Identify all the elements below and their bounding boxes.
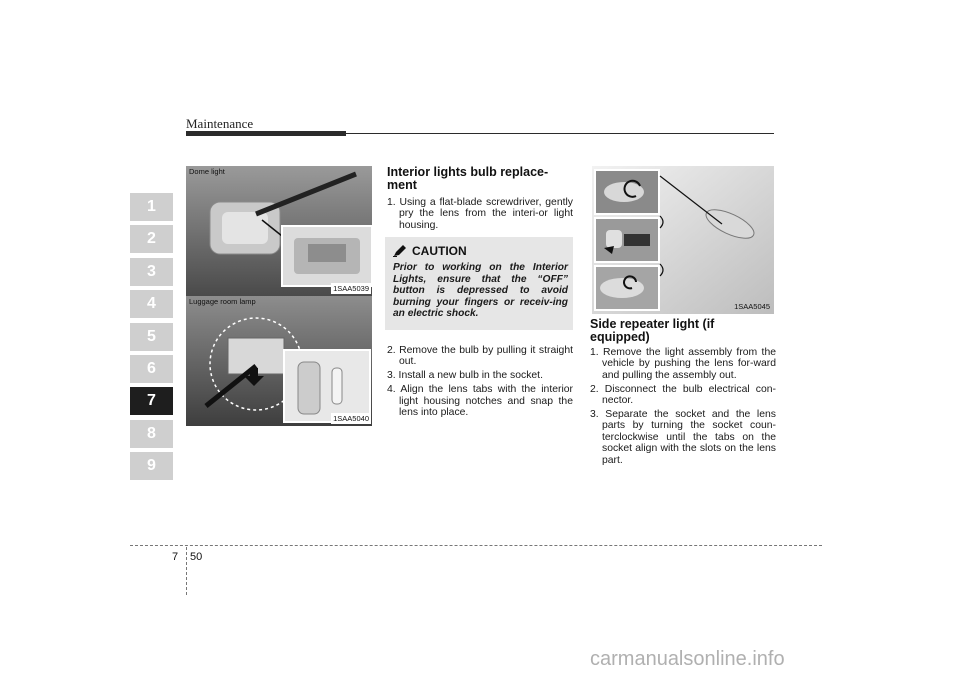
pencil-icon (393, 245, 407, 257)
side-repeater-illustration (592, 166, 774, 314)
interior-step-3: 3. Install a new bulb in the socket. (387, 370, 543, 382)
dome-light-illustration (186, 166, 372, 296)
interior-steps-list-a (387, 197, 573, 234)
watermark: carmanualsonline.info (590, 648, 785, 670)
chapter-tab-6[interactable]: 6 (130, 355, 173, 383)
luggage-lamp-illustration (186, 296, 372, 426)
interior-step-2: 2. Remove the bulb by pulling it straight out. (387, 345, 573, 368)
footer-divider (186, 547, 187, 595)
chapter-tab-2[interactable]: 2 (130, 225, 173, 253)
repeater-step-3: 3. Separate the socket and the lens parts by turning the socket coun-terclockwise until the tabs on the socket align with the slots on the lens part. (590, 409, 776, 466)
repeater-steps-list (590, 347, 776, 469)
chapter-tab-1[interactable]: 1 (130, 193, 173, 221)
repeater-step-1: 1. Remove the light assembly from the vehicle by pushing the lens for-ward and pulling the assembly out. (590, 347, 776, 381)
chapter-tab-3[interactable]: 3 (130, 258, 173, 286)
footer-chapter-number: 7 (172, 551, 179, 563)
footer-page-number: 50 (190, 551, 203, 563)
header-rule-thick (186, 131, 346, 136)
chapter-tab-5[interactable]: 5 (130, 323, 173, 351)
page-header-title: Maintenance (186, 116, 254, 131)
chapter-tab-7[interactable]: 7 (130, 387, 173, 415)
side-repeater-photo (592, 166, 774, 314)
header-rule-thin (346, 133, 774, 134)
caution-text: Prior to working on the Interior Lights, ensure that the “OFF” button is depressed to avoid burning your fingers or receiv-ing an electric shock. (393, 262, 568, 320)
repeater-step-2: 2. Disconnect the bulb electrical con-nector. (590, 383, 776, 407)
side-repeater-heading: Side repeater light (if equipped) (590, 317, 715, 344)
interior-lights-heading: Interior lights bulb replace-ment (387, 165, 549, 192)
chapter-tab-9[interactable]: 9 (130, 452, 173, 480)
chapter-tabs (130, 193, 173, 485)
side-repeater-image-code: 1SAA5045 (734, 302, 770, 311)
luggage-lamp-photo (186, 296, 372, 426)
footer-rule (130, 545, 822, 546)
interior-steps-list-b (387, 345, 573, 421)
interior-step-1: 1. Using a flat-blade screwdriver, gently pry the lens from the interi-or light housing. (387, 197, 573, 231)
dome-light-photo (186, 166, 372, 296)
chapter-tab-4[interactable]: 4 (130, 290, 173, 318)
luggage-lamp-image-code: 1SAA5040 (333, 414, 369, 423)
chapter-tab-8[interactable]: 8 (130, 420, 173, 448)
dome-light-image-code: 1SAA5039 (333, 284, 369, 293)
dome-light-label: Dome light (189, 167, 225, 176)
interior-step-4: 4. Align the lens tabs with the interior light housing notches and snap the lens into place. (387, 384, 573, 419)
luggage-lamp-label: Luggage room lamp (189, 297, 256, 306)
caution-title: CAUTION (412, 244, 467, 258)
